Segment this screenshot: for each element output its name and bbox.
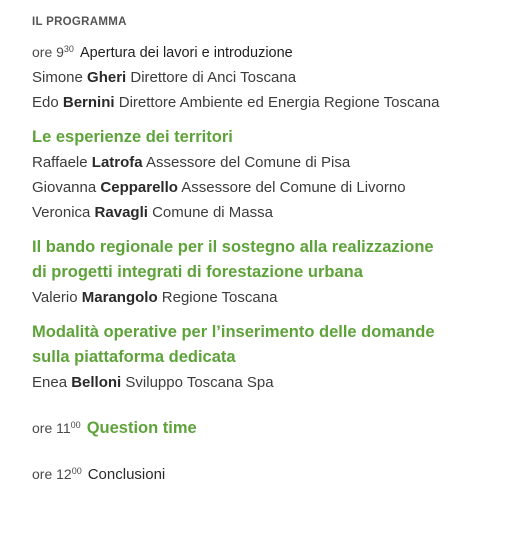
section-heading-modalita-line1: Modalità operative per l’inserimento delle domande [32, 323, 435, 341]
speaker-last-name: Bernini [62, 94, 115, 111]
speaker-last-name: Belloni [71, 374, 122, 391]
section-heading-territori: Le esperienze dei territori [32, 128, 233, 146]
speaker-line [32, 90, 512, 115]
section-heading-bando-line1: Il bando regionale per il sostegno alla realizzazione [32, 238, 434, 256]
spacer [32, 395, 512, 416]
speaker-line [32, 370, 512, 395]
opening-time-minutes: 30 [63, 44, 74, 54]
speaker-role: Assessore del Comune di Pisa [145, 154, 351, 171]
speaker-role: Direttore di Anci Toscana [130, 69, 297, 86]
speaker-role: Assessore del Comune di Livorno [181, 179, 406, 196]
spacer [32, 225, 512, 235]
speaker-role: Direttore Ambiente ed Energia Regione Toscana [118, 94, 440, 111]
speaker-first-name: Veronica [32, 204, 91, 221]
closing-time [32, 466, 82, 482]
speaker-role: Comune di Massa [152, 204, 273, 221]
opening-title: Apertura dei lavori e introduzione [79, 45, 293, 61]
speaker-first-name: Raffaele [32, 154, 88, 171]
speaker-last-name: Latrofa [91, 154, 143, 171]
speaker-last-name: Ravagli [94, 204, 148, 221]
question-time-minutes: 00 [70, 420, 81, 430]
speaker-last-name: Cepparello [100, 179, 178, 196]
closing-title: Conclusioni [87, 466, 166, 483]
closing-time-hour: ore 12 [32, 466, 72, 482]
opening-time [32, 44, 74, 60]
program-kicker: IL PROGRAMMA [32, 16, 127, 28]
speaker-first-name: Valerio [32, 289, 78, 306]
speaker-line [32, 65, 512, 90]
program-page [32, 14, 512, 487]
speaker-last-name: Marangolo [81, 289, 158, 306]
closing-time-minutes: 00 [71, 466, 82, 476]
section-heading-bando-line2: di progetti integrati di forestazione urbana [32, 263, 363, 281]
speaker-first-name: Edo [32, 94, 59, 111]
speaker-last-name: Gheri [87, 69, 127, 86]
speaker-first-name: Giovanna [32, 179, 97, 196]
question-time-title: Question time [86, 419, 197, 437]
speaker-role: Sviluppo Toscana Spa [125, 374, 274, 391]
opening-line [32, 40, 512, 65]
speaker-role: Regione Toscana [161, 289, 278, 306]
spacer [32, 441, 512, 462]
question-time-time [32, 420, 81, 436]
speaker-first-name: Enea [32, 374, 68, 391]
section-heading-modalita-line2: sulla piattaforma dedicata [32, 348, 236, 366]
closing-line [32, 462, 512, 487]
opening-time-hour: ore 9 [32, 44, 64, 60]
spacer [32, 310, 512, 320]
speaker-line [32, 285, 512, 310]
speaker-first-name: Simone [32, 69, 83, 86]
spacer [32, 115, 512, 125]
speaker-line [32, 200, 512, 225]
speaker-line [32, 150, 512, 175]
speaker-line [32, 175, 512, 200]
question-time-line [32, 416, 512, 441]
question-time-hour: ore 11 [32, 420, 71, 436]
